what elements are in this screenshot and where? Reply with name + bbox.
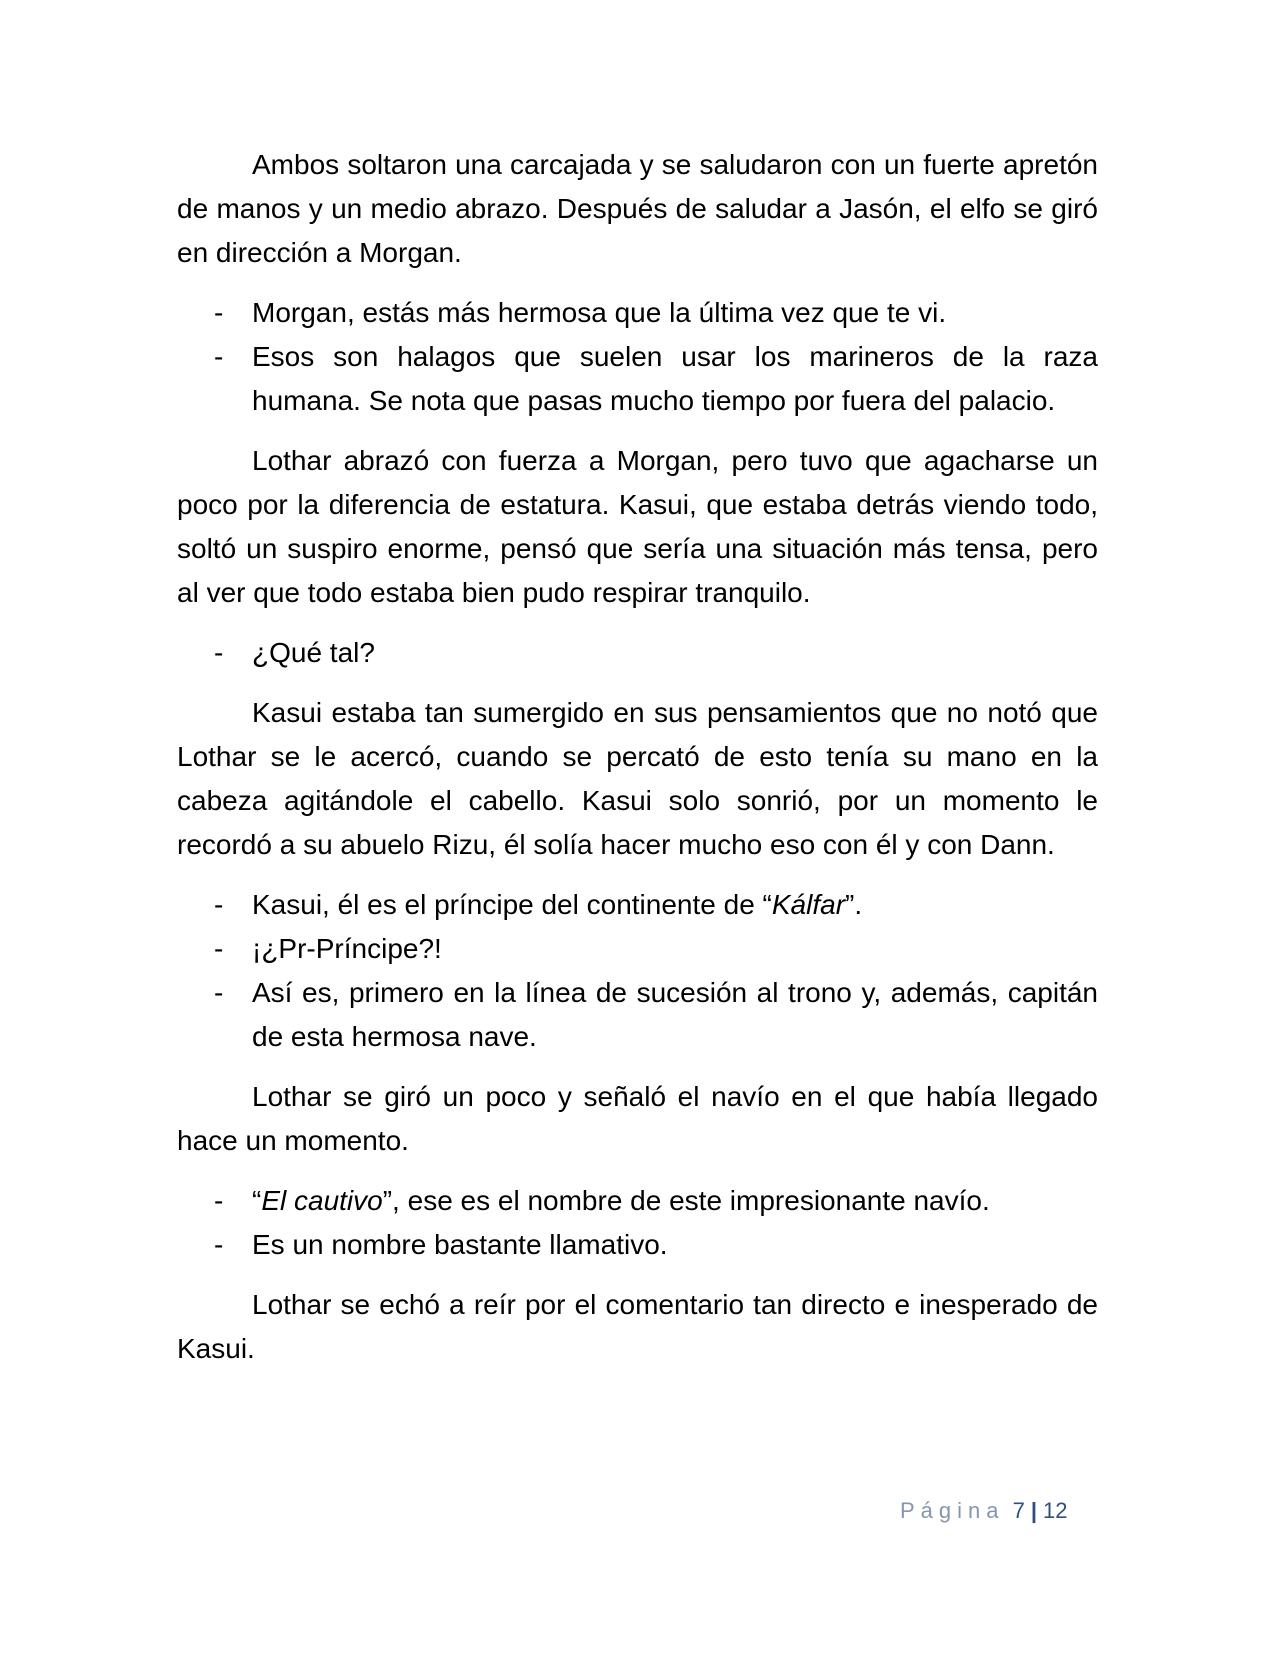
- dialogue-text: ¡¿Pr-Príncipe?!: [252, 933, 442, 964]
- dialogue-dash: -: [214, 297, 224, 328]
- dialogue-block: [177, 291, 1098, 423]
- dialogue-dash: -: [214, 889, 224, 920]
- dialogue-dash: -: [214, 977, 224, 1008]
- dialogue-dash: -: [214, 1229, 224, 1260]
- dialogue-text: Así es, primero en la línea de sucesión al trono y, además, capitán de esta hermosa nave.: [252, 977, 1098, 1052]
- dialogue-line: [177, 335, 1098, 423]
- page-total: 12: [1043, 1498, 1068, 1523]
- paragraph: Kasui estaba tan sumergido en sus pensamientos que no notó que Lothar se le acercó, cuando se percató de esto tenía su mano en la cabeza agitándole el cabello. Kasui solo sonrió, por un momento le recordó a su abuelo Rizu, él solía hacer mucho eso con él y con Dann.: [177, 697, 1098, 860]
- page-number: 7: [1012, 1498, 1025, 1523]
- page-label: Página: [900, 1498, 1005, 1523]
- dialogue-text: ¿Qué tal?: [252, 637, 375, 668]
- dialogue-text: Esos son halagos que suelen usar los marineros de la raza humana. Se nota que pasas mucho tiempo por fuera del palacio.: [252, 341, 1098, 416]
- dialogue-line: [177, 1223, 1098, 1267]
- dialogue-line: [177, 927, 1098, 971]
- document-page: [177, 143, 1098, 1387]
- dialogue-block: [177, 631, 1098, 675]
- page-separator: |: [1030, 1498, 1038, 1523]
- dialogue-text: ”, ese es el nombre de este impresionante navío.: [382, 1185, 990, 1216]
- dialogue-line: [177, 291, 1098, 335]
- dialogue-line: [177, 971, 1098, 1059]
- dialogue-text: “: [252, 1185, 262, 1216]
- dialogue-text: Es un nombre bastante llamativo.: [252, 1229, 668, 1260]
- dialogue-dash: -: [214, 637, 224, 668]
- dialogue-text: Kasui, él es el príncipe del continente de “: [252, 889, 772, 920]
- dialogue-dash: -: [214, 1185, 224, 1216]
- dialogue-dash: -: [214, 933, 224, 964]
- dialogue-block: [177, 1179, 1098, 1267]
- italic-name: Kálfar: [771, 889, 846, 920]
- paragraph: Ambos soltaron una carcajada y se saludaron con un fuerte apretón de manos y un medio abrazo. Después de saludar a Jasón, el elfo se giró en dirección a Morgan.: [177, 149, 1098, 268]
- page-footer: [900, 1496, 1068, 1526]
- dialogue-block: [177, 883, 1098, 1059]
- dialogue-line: [177, 631, 1098, 675]
- dialogue-dash: -: [214, 341, 224, 372]
- dialogue-text: ”.: [845, 889, 863, 920]
- paragraph: Lothar abrazó con fuerza a Morgan, pero tuvo que agacharse un poco por la diferencia de estatura. Kasui, que estaba detrás viendo todo, soltó un suspiro enorme, pensó que sería una situación más tensa, pero al ver que todo estaba bien pudo respirar tranquilo.: [177, 445, 1098, 608]
- paragraph: Lothar se echó a reír por el comentario tan directo e inesperado de Kasui.: [177, 1289, 1098, 1364]
- dialogue-line: [177, 883, 1098, 927]
- dialogue-line: [177, 1179, 1098, 1223]
- paragraph: Lothar se giró un poco y señaló el navío en el que había llegado hace un momento.: [177, 1081, 1098, 1156]
- dialogue-text: Morgan, estás más hermosa que la última vez que te vi.: [252, 297, 947, 328]
- italic-name: El cautivo: [261, 1185, 383, 1216]
